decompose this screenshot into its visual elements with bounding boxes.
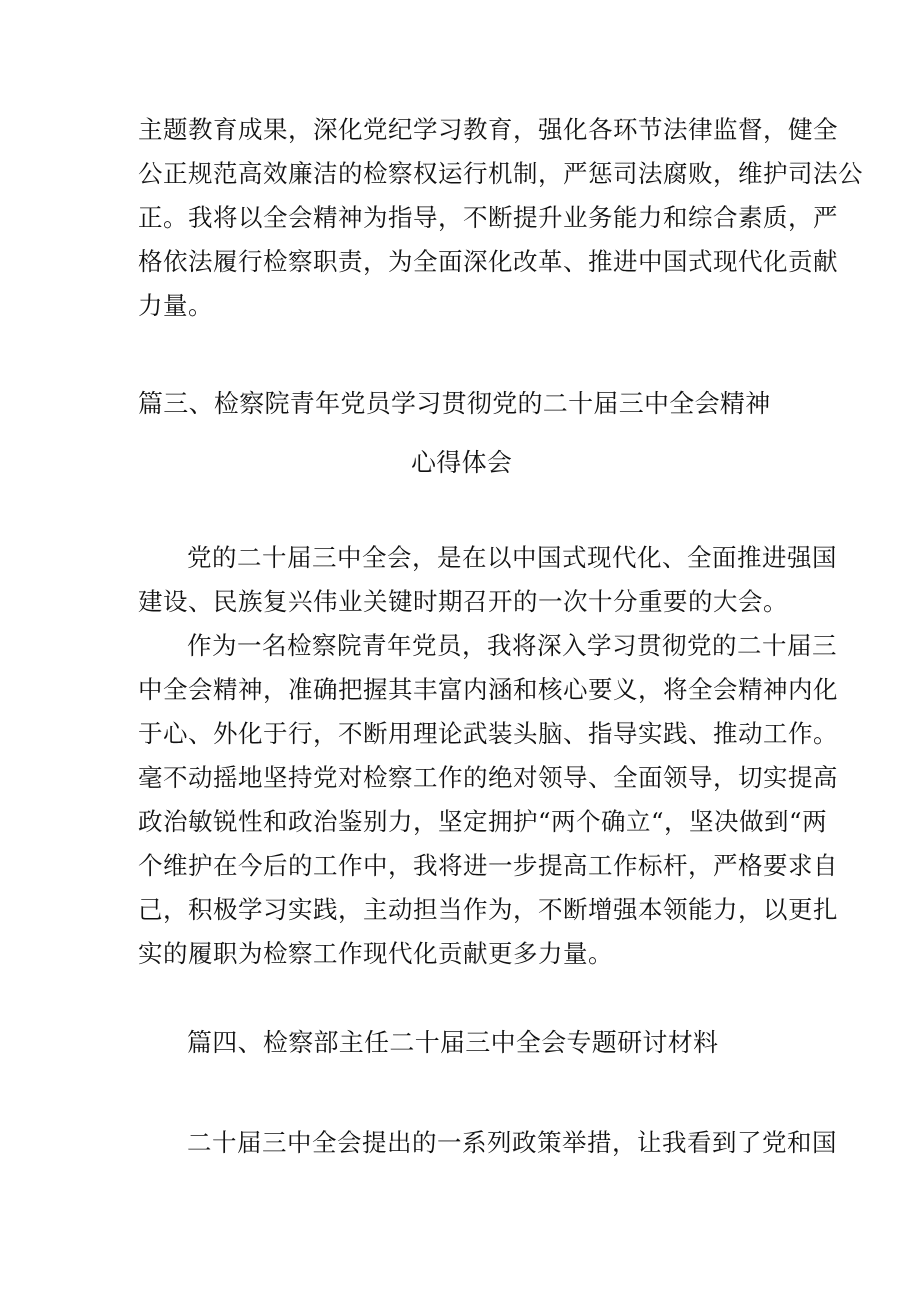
- paragraph-line: 建设、民族复兴伟业关键时期召开的一次十分重要的大会。: [138, 587, 788, 616]
- paragraph-line: 二十届三中全会提出的一系列政策举措，让我看到了党和国: [187, 1128, 837, 1157]
- paragraph-line: 格依法履行检察职责，为全面深化改革、推进中国式现代化贡献: [138, 247, 838, 276]
- paragraph-line: 于心、外化于行，不断用理论武装头脑、指导实践、推动工作。: [138, 719, 838, 748]
- paragraph-line: 主题教育成果，深化党纪学习教育，强化各环节法律监督，健全: [138, 115, 838, 144]
- section-title: 篇四、检察部主任二十届三中全会专题研讨材料: [187, 1028, 719, 1057]
- paragraph-line: 正。我将以全会精神为指导，不断提升业务能力和综合素质，严: [138, 203, 838, 232]
- paragraph-line: 党的二十届三中全会，是在以中国式现代化、全面推进强国: [187, 543, 837, 572]
- paragraph-line: 公正规范高效廉洁的检察权运行机制，严惩司法腐败，维护司法公: [138, 159, 863, 188]
- paragraph-line: 作为一名检察院青年党员，我将深入学习贯彻党的二十届三: [187, 631, 837, 660]
- paragraph-line: 个维护在今后的工作中，我将进一步提高工作标杆，严格要求自: [138, 851, 838, 880]
- paragraph-line: 毫不动摇地坚持党对检察工作的绝对领导、全面领导，切实提高: [138, 763, 838, 792]
- paragraph-line: 力量。: [138, 291, 213, 320]
- paragraph-line: 实的履职为检察工作现代化贡献更多力量。: [138, 939, 613, 968]
- paragraph-line: 己，积极学习实践，主动担当作为，不断增强本领能力，以更扎: [138, 895, 838, 924]
- section-title: 篇三、检察院青年党员学习贯彻党的二十届三中全会精神: [138, 389, 771, 418]
- paragraph-line: 中全会精神，准确把握其丰富内涵和核心要义，将全会精神内化: [138, 675, 838, 704]
- section-title-continued: 心得体会: [411, 448, 513, 477]
- paragraph-line: 政治敏锐性和政治鉴别力，坚定拥护“两个确立“，坚决做到“两: [138, 807, 828, 836]
